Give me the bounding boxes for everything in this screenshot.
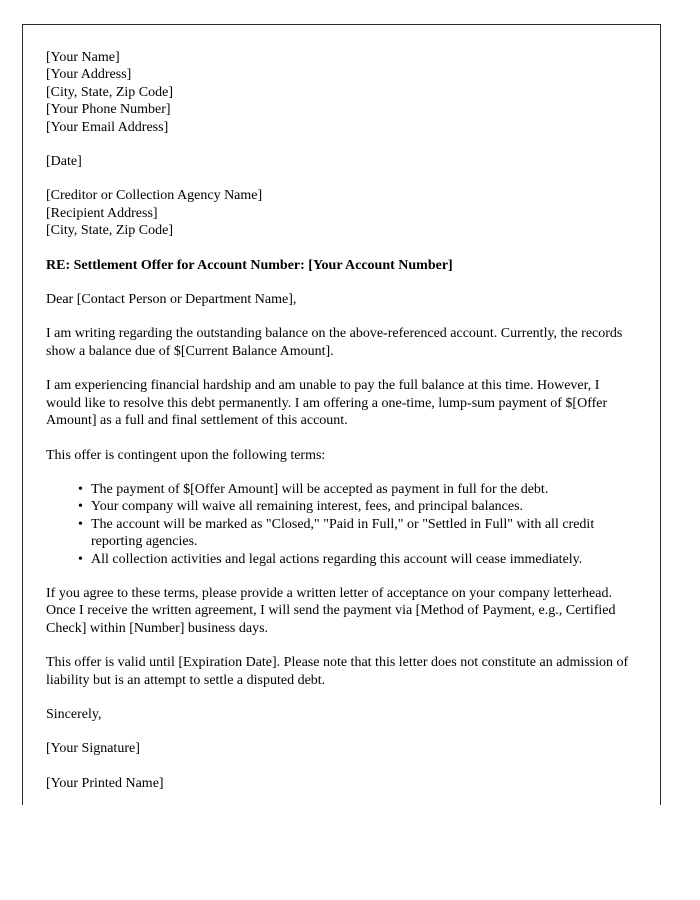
- salutation: Dear [Contact Person or Department Name],: [46, 292, 297, 308]
- spacer-after-sender: [46, 136, 630, 153]
- printed-name-placeholder: [Your Printed Name]: [46, 775, 164, 791]
- spacer-after-paragraph-1: [46, 360, 630, 377]
- date-block: [46, 153, 630, 170]
- list-item: [46, 498, 630, 515]
- list-item: [46, 551, 630, 568]
- spacer-after-recipient: [46, 240, 630, 257]
- bullet-icon: •: [78, 481, 83, 497]
- bullet-icon: •: [78, 516, 83, 532]
- body-paragraph-2: I am experiencing financial hardship and am unable to pay the full balance at this time. However, I would like to resolve this debt permanently. I am offering a one-time, lump-sum payment of $[Offer Amount] as a full and final settlement of this account.: [46, 378, 608, 429]
- sender-phone-line: [Your Phone Number]: [46, 102, 171, 118]
- closing-line: Sincerely,: [46, 706, 102, 722]
- recipient-address-line: [Recipient Address]: [46, 205, 158, 221]
- letter-page: [22, 24, 661, 805]
- body-paragraph-1: I am writing regarding the outstanding balance on the above-referenced account. Currently, the records show a balance due of $[Current Balance Amount].: [46, 326, 623, 359]
- bullet-icon: •: [78, 551, 83, 567]
- spacer-after-paragraph-3: [46, 637, 630, 654]
- body-paragraph-4: This offer is valid until [Expiration Date]. Please note that this letter does not constitute an admission of liability but is an attempt to settle a disputed debt.: [46, 655, 629, 688]
- sender-email-line: [Your Email Address]: [46, 119, 169, 135]
- spacer-after-closing: [46, 723, 630, 740]
- subject-line: RE: Settlement Offer for Account Number: [Your Account Number]: [46, 257, 453, 273]
- terms-list: [46, 481, 630, 568]
- sender-address-block: [46, 49, 630, 136]
- spacer-after-paragraph-4: [46, 689, 630, 706]
- spacer-before-terms-list: [46, 464, 630, 481]
- sender-city-state-zip-line: [City, State, Zip Code]: [46, 84, 174, 100]
- recipient-address-block: [46, 187, 630, 239]
- spacer-after-signature: [46, 758, 630, 775]
- spacer-after-terms-list: [46, 568, 630, 585]
- terms-intro: This offer is contingent upon the following terms:: [46, 447, 326, 463]
- list-item-text: Your company will waive all remaining interest, fees, and principal balances.: [91, 499, 524, 515]
- recipient-name-line: [Creditor or Collection Agency Name]: [46, 188, 263, 204]
- recipient-city-state-zip-line: [City, State, Zip Code]: [46, 223, 174, 239]
- letter-content: [46, 49, 630, 792]
- spacer-after-paragraph-2: [46, 430, 630, 447]
- body-paragraph-3: If you agree to these terms, please provide a written letter of acceptance on your company letterhead. Once I receive the written agreement, I will send the payment via [Method of Payment, e.g., Certified Check] within [Number] business days.: [46, 585, 616, 636]
- sender-address-line: [Your Address]: [46, 67, 132, 83]
- spacer-after-date: [46, 170, 630, 187]
- spacer-after-subject: [46, 274, 630, 291]
- list-item-text: The payment of $[Offer Amount] will be accepted as payment in full for the debt.: [91, 481, 549, 497]
- list-item-text: All collection activities and legal actions regarding this account will cease immediately.: [91, 551, 583, 567]
- list-item: [46, 481, 630, 498]
- list-item-text: The account will be marked as "Closed," "Paid in Full," or "Settled in Full" with all credit reporting agencies.: [91, 516, 595, 550]
- signature-placeholder: [Your Signature]: [46, 741, 140, 757]
- spacer-after-salutation: [46, 308, 630, 325]
- date-line: [Date]: [46, 154, 82, 170]
- bullet-icon: •: [78, 499, 83, 515]
- sender-name-line: [Your Name]: [46, 50, 120, 65]
- list-item: [46, 516, 630, 551]
